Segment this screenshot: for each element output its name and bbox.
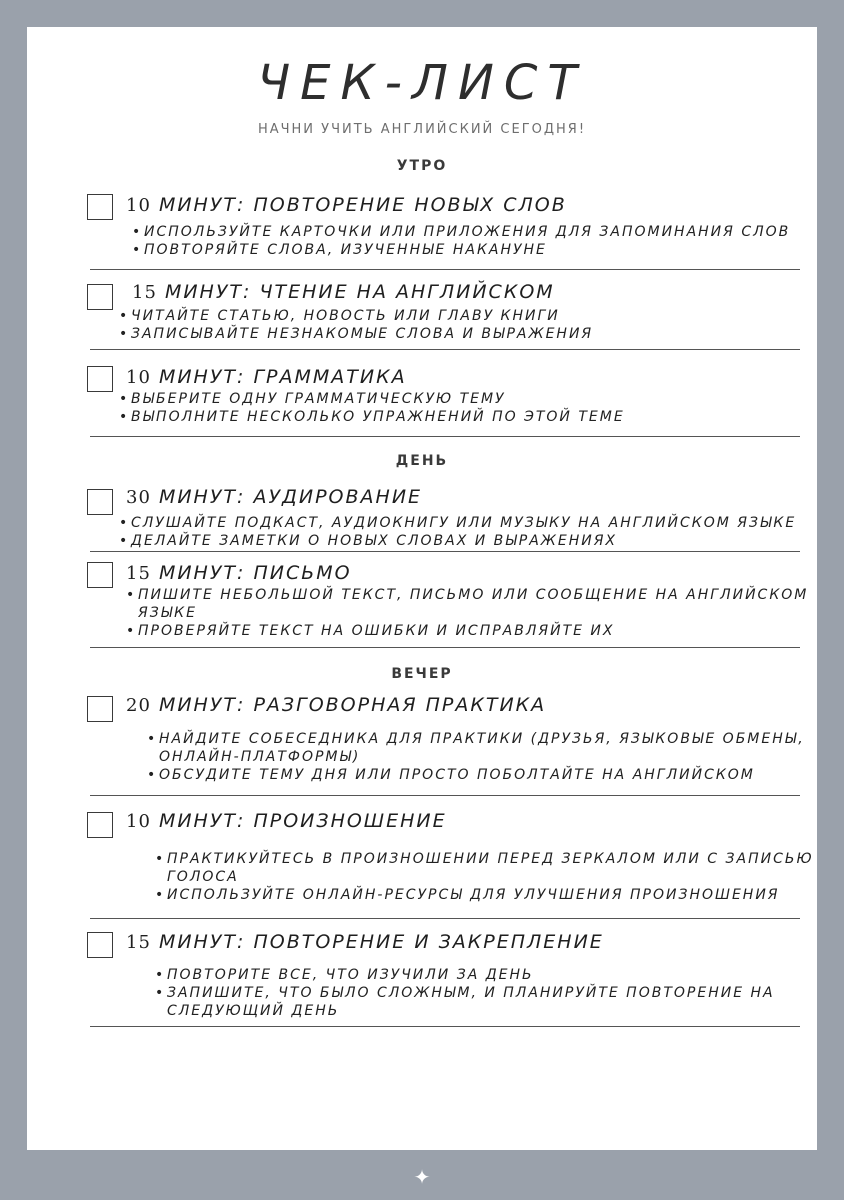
task-heading: [132, 281, 555, 303]
sparkle-icon: ✦: [413, 1165, 431, 1189]
task-minutes: 15: [126, 563, 151, 584]
task-checkbox[interactable]: [87, 366, 113, 392]
task-bullets: [147, 730, 815, 784]
bullet-item: • ВЫПОЛНИТЕ НЕСКОЛЬКО УПРАЖНЕНИЙ ПО ЭТОЙ ТЕМЕ: [119, 408, 809, 426]
bullet-item: • НАЙДИТЕ СОБЕСЕДНИКА ДЛЯ ПРАКТИКИ (ДРУЗЬЯ, ЯЗЫКОВЫЕ ОБМЕНЫ, ОНЛАЙН-ПЛАТФОРМЫ): [147, 730, 815, 766]
bullet-item: • ИСПОЛЬЗУЙТЕ ОНЛАЙН-РЕСУРСЫ ДЛЯ УЛУЧШЕНИЯ ПРОИЗНОШЕНИЯ: [155, 886, 815, 904]
task-minutes: 15: [132, 282, 157, 303]
task-minutes: 15: [126, 932, 151, 953]
bullet-item: • СЛУШАЙТЕ ПОДКАСТ, АУДИОКНИГУ ИЛИ МУЗЫКУ НА АНГЛИЙСКОМ ЯЗЫКЕ: [119, 514, 809, 532]
task-title: МИНУТ: ГРАММАТИКА: [158, 366, 407, 388]
page-title: ЧЕК-ЛИСТ: [257, 55, 587, 111]
divider: [90, 795, 800, 796]
divider: [90, 349, 800, 350]
task-title: МИНУТ: ПИСЬМО: [158, 562, 352, 584]
bullet-item: • ЗАПИСЫВАЙТЕ НЕЗНАКОМЫЕ СЛОВА И ВЫРАЖЕНИЯ: [119, 325, 809, 343]
task-heading: [126, 694, 546, 716]
section-heading-day: ДЕНЬ: [395, 453, 449, 469]
task-heading: [126, 366, 407, 388]
task-bullets: [119, 514, 809, 550]
task-minutes: 10: [126, 195, 151, 216]
task-heading: [126, 562, 352, 584]
bullet-item: • ПРОВЕРЯЙТЕ ТЕКСТ НА ОШИБКИ И ИСПРАВЛЯЙТЕ ИХ: [126, 622, 816, 640]
task-minutes: 10: [126, 367, 151, 388]
divider: [90, 647, 800, 648]
page-subtitle: НАЧНИ УЧИТЬ АНГЛИЙСКИЙ СЕГОДНЯ!: [257, 122, 587, 137]
divider: [90, 551, 800, 552]
task-title: МИНУТ: РАЗГОВОРНАЯ ПРАКТИКА: [158, 694, 547, 716]
task-checkbox[interactable]: [87, 284, 113, 310]
task-bullets: [155, 966, 805, 1020]
task-checkbox[interactable]: [87, 194, 113, 220]
task-heading: [126, 194, 567, 216]
bullet-item: • ПОВТОРЯЙТЕ СЛОВА, ИЗУЧЕННЫЕ НАКАНУНЕ: [132, 241, 812, 259]
task-title: МИНУТ: ПРОИЗНОШЕНИЕ: [158, 810, 447, 832]
divider: [90, 269, 800, 270]
bullet-item: • ПОВТОРИТЕ ВСЕ, ЧТО ИЗУЧИЛИ ЗА ДЕНЬ: [155, 966, 805, 984]
task-checkbox[interactable]: [87, 696, 113, 722]
task-heading: [126, 931, 604, 953]
task-bullets: [132, 223, 812, 259]
bullet-item: • ПИШИТЕ НЕБОЛЬШОЙ ТЕКСТ, ПИСЬМО ИЛИ СООБЩЕНИЕ НА АНГЛИЙСКОМ ЯЗЫКЕ: [126, 586, 816, 622]
task-checkbox[interactable]: [87, 562, 113, 588]
divider: [90, 1026, 800, 1027]
task-bullets: [126, 586, 816, 640]
task-bullets: [155, 850, 815, 904]
divider: [90, 918, 800, 919]
task-bullets: [119, 390, 809, 426]
task-minutes: 20: [126, 695, 151, 716]
section-heading-morning: УТРО: [396, 158, 448, 174]
task-minutes: 10: [126, 811, 151, 832]
task-title: МИНУТ: ЧТЕНИЕ НА АНГЛИЙСКОМ: [164, 281, 555, 303]
bullet-item: • ДЕЛАЙТЕ ЗАМЕТКИ О НОВЫХ СЛОВАХ И ВЫРАЖЕНИЯХ: [119, 532, 809, 550]
section-heading-evening: ВЕЧЕР: [391, 666, 453, 682]
task-minutes: 30: [126, 487, 151, 508]
task-checkbox[interactable]: [87, 489, 113, 515]
bullet-item: • ЗАПИШИТЕ, ЧТО БЫЛО СЛОЖНЫМ, И ПЛАНИРУЙТЕ ПОВТОРЕНИЕ НА СЛЕДУЮЩИЙ ДЕНЬ: [155, 984, 805, 1020]
divider: [90, 436, 800, 437]
task-title: МИНУТ: АУДИРОВАНИЕ: [158, 486, 423, 508]
task-heading: [126, 810, 447, 832]
task-heading: [126, 486, 422, 508]
bullet-item: • ЧИТАЙТЕ СТАТЬЮ, НОВОСТЬ ИЛИ ГЛАВУ КНИГИ: [119, 307, 809, 325]
task-checkbox[interactable]: [87, 932, 113, 958]
task-checkbox[interactable]: [87, 812, 113, 838]
bullet-item: • ВЫБЕРИТЕ ОДНУ ГРАММАТИЧЕСКУЮ ТЕМУ: [119, 390, 809, 408]
task-bullets: [119, 307, 809, 343]
bullet-item: • ОБСУДИТЕ ТЕМУ ДНЯ ИЛИ ПРОСТО ПОБОЛТАЙТЕ НА АНГЛИЙСКОМ: [147, 766, 815, 784]
bullet-item: • ПРАКТИКУЙТЕСЬ В ПРОИЗНОШЕНИИ ПЕРЕД ЗЕРКАЛОМ ИЛИ С ЗАПИСЬЮ ГОЛОСА: [155, 850, 815, 886]
bullet-item: • ИСПОЛЬЗУЙТЕ КАРТОЧКИ ИЛИ ПРИЛОЖЕНИЯ ДЛЯ ЗАПОМИНАНИЯ СЛОВ: [132, 223, 812, 241]
task-title: МИНУТ: ПОВТОРЕНИЕ НОВЫХ СЛОВ: [158, 194, 567, 216]
task-title: МИНУТ: ПОВТОРЕНИЕ И ЗАКРЕПЛЕНИЕ: [158, 931, 604, 953]
